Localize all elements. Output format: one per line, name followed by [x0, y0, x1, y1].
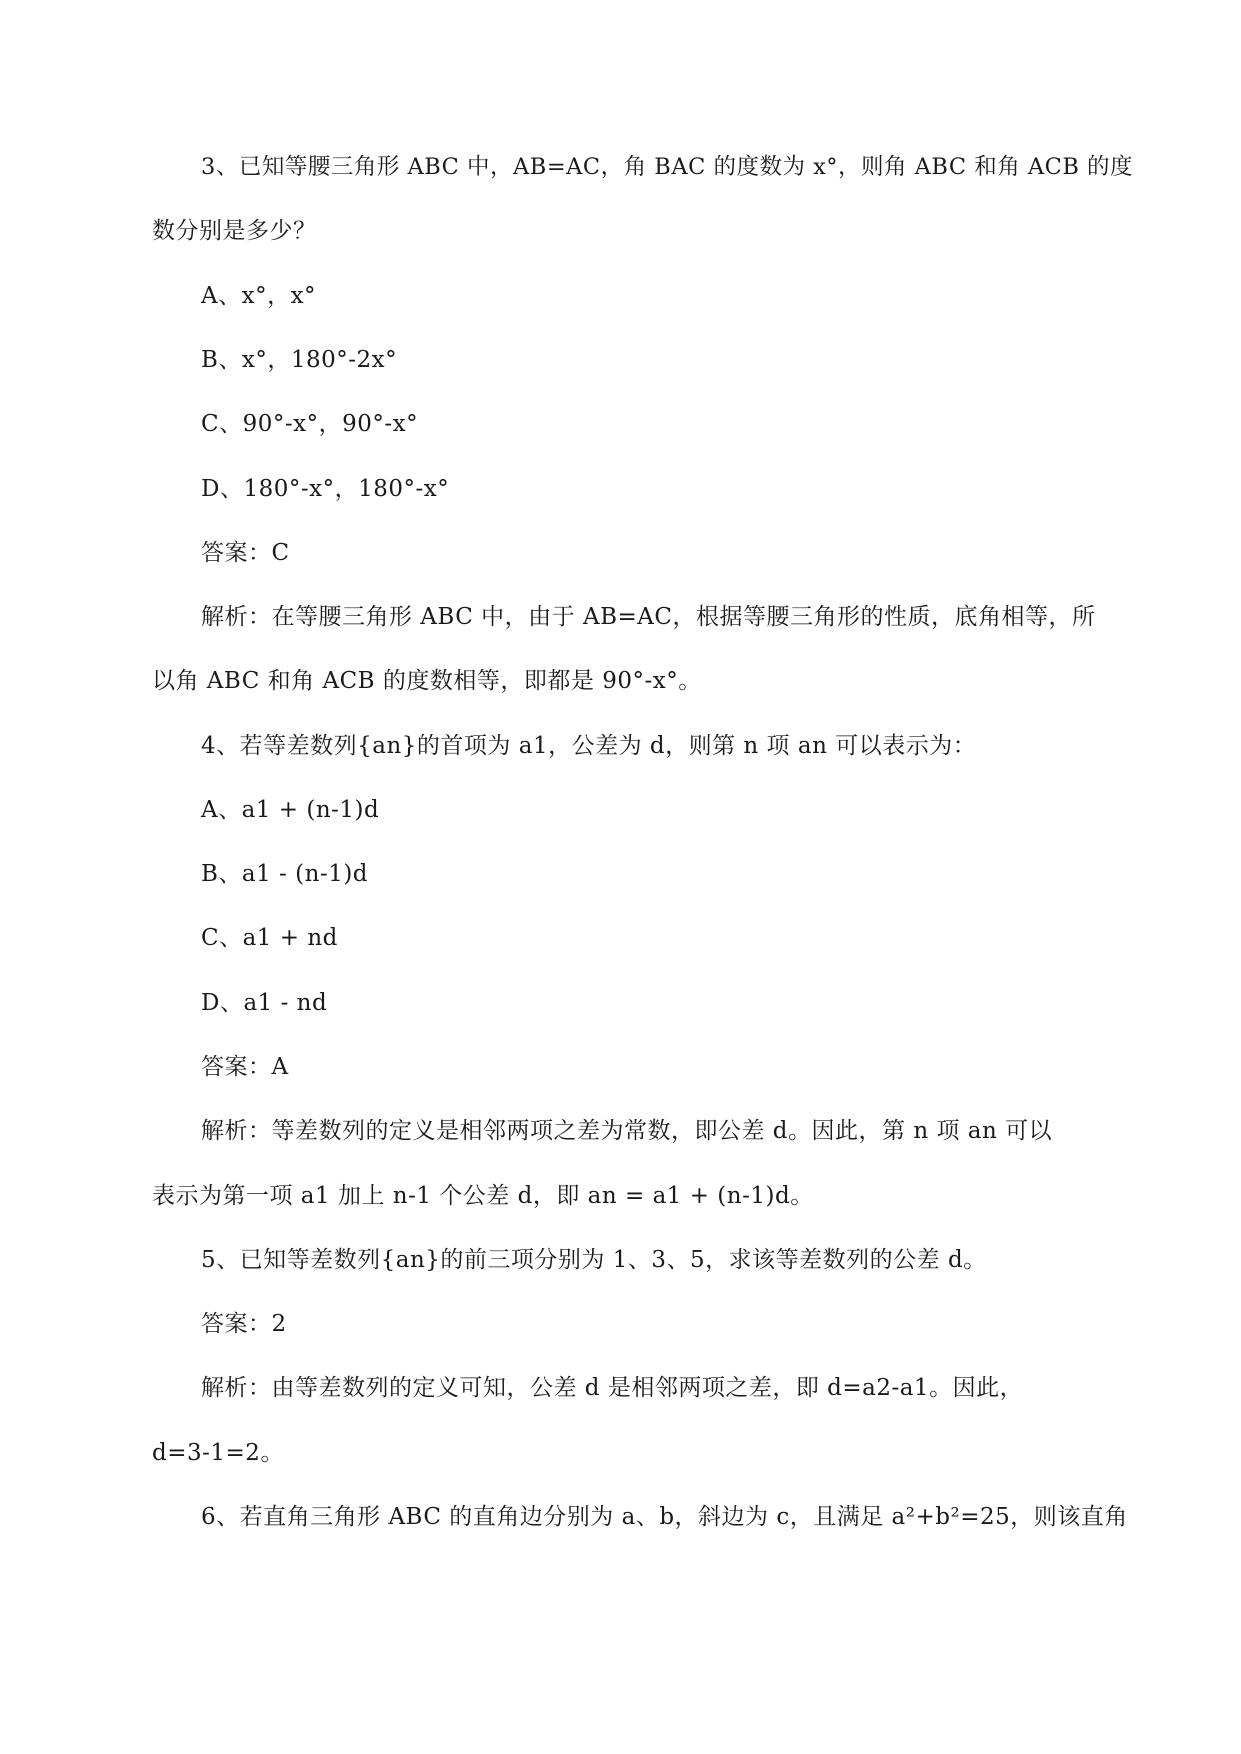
- q5-explanation-line-1: 解析：由等差数列的定义可知，公差 d 是相邻两项之差，即 d=a2-a1。因此，: [201, 1375, 1024, 1401]
- q4-explanation-line-2: 表示为第一项 a1 加上 n-1 个公差 d，即 an = a1 + (n-1)d。: [152, 1183, 814, 1209]
- q3-option-c: C、90°-x°，90°-x°: [201, 411, 419, 437]
- q3-stem-line-2: 数分别是多少？: [152, 218, 317, 244]
- q3-explanation-line-2: 以角 ABC 和角 ACB 的度数相等，即都是 90°-x°。: [152, 668, 702, 694]
- q4-option-b: B、a1 - (n-1)d: [201, 861, 369, 887]
- q3-answer: 答案：C: [201, 540, 290, 566]
- q3-option-b: B、x°，180°-2x°: [201, 347, 398, 373]
- q4-option-a: A、a1 + (n-1)d: [201, 797, 380, 823]
- q4-stem: 4、若等差数列{an}的首项为 a1，公差为 d，则第 n 项 an 可以表示为：: [201, 733, 977, 759]
- q5-explanation-line-2: d=3-1=2。: [152, 1440, 284, 1466]
- q6-stem-line-1: 6、若直角三角形 ABC 的直角边分别为 a、b，斜边为 c，且满足 a²+b²=25，则该直角: [201, 1504, 1128, 1530]
- q5-stem: 5、已知等差数列{an}的前三项分别为 1、3、5，求该等差数列的公差 d。: [201, 1247, 987, 1273]
- q3-option-a: A、x°，x°: [201, 283, 317, 309]
- q4-answer: 答案：A: [201, 1054, 289, 1080]
- q3-option-d: D、180°-x°，180°-x°: [201, 476, 450, 502]
- q4-option-d: D、a1 - nd: [201, 990, 328, 1016]
- q5-answer: 答案：2: [201, 1311, 287, 1337]
- q4-option-c: C、a1 + nd: [201, 925, 338, 951]
- q3-explanation-line-1: 解析：在等腰三角形 ABC 中，由于 AB=AC，根据等腰三角形的性质，底角相等，所: [201, 604, 1096, 630]
- q3-stem-line-1: 3、已知等腰三角形 ABC 中，AB=AC，角 BAC 的度数为 x°，则角 ABC 和角 ACB 的度: [201, 154, 1134, 180]
- q4-explanation-line-1: 解析：等差数列的定义是相邻两项之差为常数，即公差 d。因此，第 n 项 an 可以: [201, 1118, 1053, 1144]
